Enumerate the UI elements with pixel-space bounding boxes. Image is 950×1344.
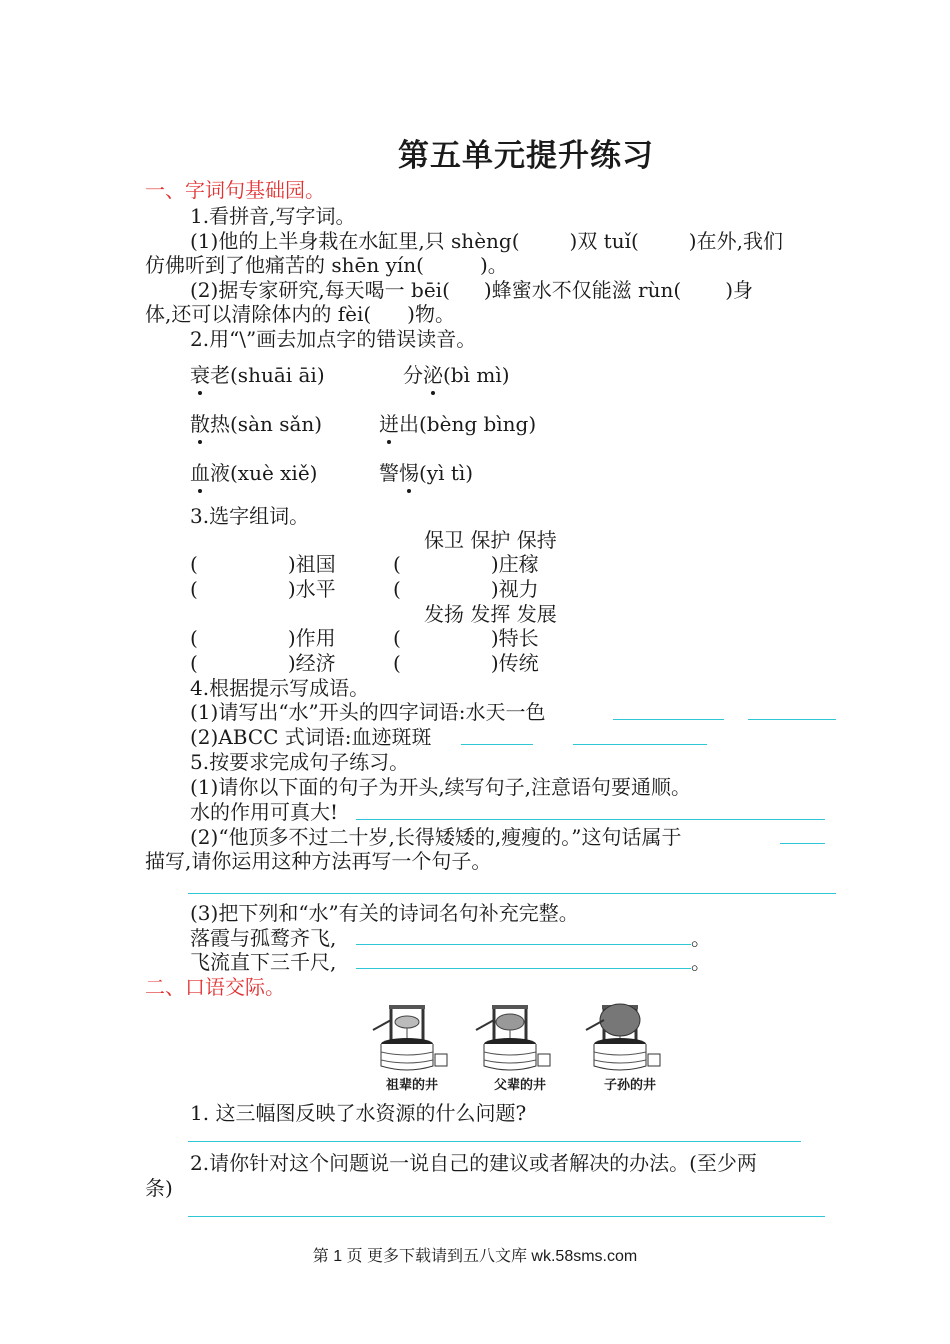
page-footer: 第 1 页 更多下载请到五八文库 wk.58sms.com: [312, 1248, 638, 1265]
q3-row-2: ( )庄稼: [393, 552, 539, 576]
q5-poem2-period: 。: [691, 950, 711, 974]
page-title: 第五单元提升练习: [398, 138, 654, 174]
q3-prompt: 3.选字组词。: [190, 504, 310, 528]
q5-s1-start: 水的作用可真大!: [190, 800, 339, 824]
s2-q2-line1: 2.请你针对这个问题说一说自己的建议或者解决的办法。(至少两: [190, 1151, 757, 1175]
q2-item-5: 血液(xuè xiě): [190, 457, 317, 486]
q2-item-6: 警惕(yì tì): [379, 457, 473, 486]
q5-s2-answer-type[interactable]: [780, 843, 825, 844]
grandparents-well-image: [361, 1000, 453, 1075]
q1-s2-line2: 体,还可以清除体内的 fèi( )物。: [145, 302, 455, 326]
q4-prompt: 4.根据提示写成语。: [190, 676, 370, 700]
q2-item-2: 分泌(bì mì): [403, 359, 510, 388]
q3-choices-2: 发扬 发挥 发展: [424, 602, 557, 626]
q5-s2-answer[interactable]: [188, 893, 836, 894]
q5-poem1-answer[interactable]: [356, 944, 691, 945]
descendants-well-image: [574, 1000, 666, 1075]
parents-well-image: [464, 1000, 556, 1075]
section1-heading: 一、字词句基础园。: [145, 178, 325, 202]
s2-q2-line2: 条): [145, 1176, 173, 1200]
q5-poem1-period: 。: [691, 926, 711, 950]
q3-row-4: ( )视力: [393, 577, 539, 601]
q4-line2: (2)ABCC 式词语:血迹斑斑: [190, 725, 432, 749]
q5-poem2-answer[interactable]: [356, 968, 691, 969]
q4-answer-2b[interactable]: [573, 744, 707, 745]
q4-answer-2a[interactable]: [461, 744, 533, 745]
s2-q2-answer[interactable]: [188, 1216, 825, 1217]
q5-prompt: 5.按要求完成句子练习。: [190, 750, 410, 774]
q2-prompt: 2.用“\”画去加点字的错误读音。: [190, 327, 477, 351]
caption-descendants-well: 子孙的井: [603, 1078, 656, 1093]
q5-s1: (1)请你以下面的句子为开头,续写句子,注意语句要通顺。: [190, 775, 692, 799]
q3-row-6: ( )特长: [393, 626, 539, 650]
q3-row-3: ( )水平: [190, 577, 336, 601]
q3-row-7: ( )经济: [190, 651, 336, 675]
q5-s3: (3)把下列和“水”有关的诗词名句补充完整。: [190, 901, 579, 925]
q1-prompt: 1.看拼音,写字词。: [190, 204, 356, 228]
q3-row-5: ( )作用: [190, 626, 336, 650]
q5-poem2: 飞流直下三千尺,: [190, 950, 337, 974]
q5-s2-line1: (2)“他顶多不过二十岁,长得矮矮的,瘦瘦的。”这句话属于: [190, 825, 682, 849]
q1-s1-line2: 仿佛听到了他痛苦的 shēn yín( )。: [145, 253, 508, 277]
s2-q1-answer[interactable]: [188, 1141, 801, 1142]
q5-s1-answer[interactable]: [356, 819, 825, 820]
q4-answer-1b[interactable]: [748, 719, 836, 720]
q2-item-4: 迸出(bèng bìng): [379, 408, 536, 437]
s2-q1: 1. 这三幅图反映了水资源的什么问题?: [190, 1101, 527, 1125]
caption-grandparents-well: 祖辈的井: [385, 1078, 438, 1093]
q2-item-1: 衰老(shuāi āi): [190, 359, 325, 388]
caption-parents-well: 父辈的井: [493, 1078, 546, 1093]
q3-row-1: ( )祖国: [190, 552, 336, 576]
q4-answer-1a[interactable]: [613, 719, 724, 720]
q3-choices-1: 保卫 保护 保持: [424, 528, 557, 552]
q2-item-3: 散热(sàn sǎn): [190, 408, 322, 437]
q1-s1-line1: (1)他的上半身栽在水缸里,只 shèng( )双 tuǐ( )在外,我们: [190, 229, 783, 253]
section2-heading: 二、口语交际。: [145, 975, 285, 999]
q1-s2-line1: (2)据专家研究,每天喝一 bēi( )蜂蜜水不仅能滋 rùn( )身: [190, 278, 753, 302]
q5-poem1: 落霞与孤鹜齐飞,: [190, 926, 337, 950]
q3-row-8: ( )传统: [393, 651, 539, 675]
q4-line1: (1)请写出“水”开头的四字词语:水天一色: [190, 700, 546, 724]
q5-s2-line2: 描写,请你运用这种方法再写一个句子。: [145, 849, 492, 873]
